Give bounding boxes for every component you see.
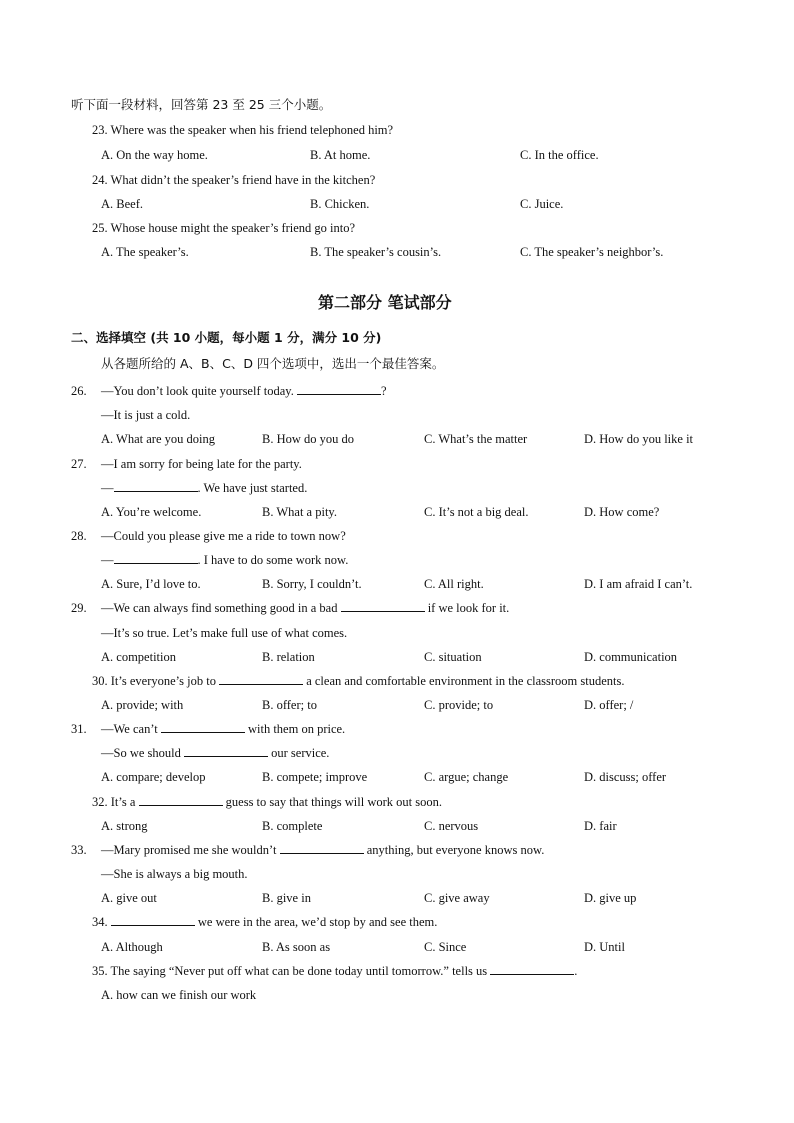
question-26-line2: —It is just a cold. xyxy=(101,408,191,422)
option-23b[interactable]: B. At home. xyxy=(310,148,371,162)
answer-blank[interactable] xyxy=(219,673,303,685)
question-27-line2: — . We have just started. xyxy=(101,481,308,495)
question-26-number: 26. xyxy=(71,384,87,398)
listening-intro: 听下面一段材料，回答第 23 至 25 三个小题。 xyxy=(71,97,332,112)
option-25a[interactable]: A. The speaker’s. xyxy=(101,245,189,259)
answer-blank[interactable] xyxy=(297,383,381,395)
option-30d[interactable]: D. offer; / xyxy=(584,698,634,712)
option-33c[interactable]: C. give away xyxy=(424,891,490,905)
answer-blank[interactable] xyxy=(490,963,574,975)
question-24: 24. What didn’t the speaker’s friend have in the kitchen? xyxy=(92,173,376,187)
option-28c[interactable]: C. All right. xyxy=(424,577,484,591)
question-33-line2: —She is always a big mouth. xyxy=(101,867,248,881)
option-28b[interactable]: B. Sorry, I couldn’t. xyxy=(262,577,362,591)
question-25: 25. Whose house might the speaker’s friend go into? xyxy=(92,221,356,235)
section-heading: 二、选择填空 (共 10 小题，每小题 1 分，满分 10 分) xyxy=(71,330,382,345)
option-27a[interactable]: A. You’re welcome. xyxy=(101,505,202,519)
option-26d[interactable]: D. How do you like it xyxy=(584,432,694,446)
option-34b[interactable]: B. As soon as xyxy=(262,940,331,954)
question-31-line2: —So we should our service. xyxy=(101,746,330,760)
option-30b[interactable]: B. offer; to xyxy=(262,698,317,712)
answer-blank[interactable] xyxy=(139,794,223,806)
option-26c[interactable]: C. What’s the matter xyxy=(424,432,528,446)
option-25b[interactable]: B. The speaker’s cousin’s. xyxy=(310,245,442,259)
question-31-line1: —We can’t with them on price. xyxy=(101,722,346,736)
question-28-number: 28. xyxy=(71,529,87,543)
option-29b[interactable]: B. relation xyxy=(262,650,315,664)
option-29a[interactable]: A. competition xyxy=(101,650,176,664)
option-24a[interactable]: A. Beef. xyxy=(101,197,143,211)
option-25c[interactable]: C. The speaker’s neighbor’s. xyxy=(520,245,664,259)
question-29-number: 29. xyxy=(71,601,87,615)
section-instruction: 从各题所给的 A、B、C、D 四个选项中，选出一个最佳答案。 xyxy=(101,356,445,371)
option-30a[interactable]: A. provide; with xyxy=(101,698,184,712)
option-29c[interactable]: C. situation xyxy=(424,650,482,664)
option-28a[interactable]: A. Sure, I’d love to. xyxy=(101,577,201,591)
option-26a[interactable]: A. What are you doing xyxy=(101,432,215,446)
answer-blank[interactable] xyxy=(111,914,195,926)
question-31-number: 31. xyxy=(71,722,87,736)
question-27-number: 27. xyxy=(71,457,87,471)
option-23a[interactable]: A. On the way home. xyxy=(101,148,208,162)
question-35: 35. The saying “Never put off what can be done today until tomorrow.” tells us . xyxy=(92,964,578,978)
question-34: 34. we were in the area, we’d stop by and see them. xyxy=(92,915,438,929)
option-34d[interactable]: D. Until xyxy=(584,940,625,954)
option-24b[interactable]: B. Chicken. xyxy=(310,197,370,211)
answer-blank[interactable] xyxy=(114,480,198,492)
answer-blank[interactable] xyxy=(341,600,425,612)
option-31d[interactable]: D. discuss; offer xyxy=(584,770,667,784)
answer-blank[interactable] xyxy=(161,721,245,733)
option-33a[interactable]: A. give out xyxy=(101,891,157,905)
part-two-title: 第二部分 笔试部分 xyxy=(318,293,452,312)
question-30: 30. It’s everyone’s job to a clean and comfortable environment in the classroom students. xyxy=(92,674,625,688)
question-23: 23. Where was the speaker when his friend telephoned him? xyxy=(92,123,394,137)
question-28-line2: — . I have to do some work now. xyxy=(101,553,349,567)
question-29-line2: —It’s so true. Let’s make full use of what comes. xyxy=(101,626,348,640)
option-27d[interactable]: D. How come? xyxy=(584,505,660,519)
option-34c[interactable]: C. Since xyxy=(424,940,467,954)
answer-blank[interactable] xyxy=(114,552,198,564)
question-28-line1: —Could you please give me a ride to town now? xyxy=(101,529,346,543)
option-34a[interactable]: A. Although xyxy=(101,940,163,954)
option-29d[interactable]: D. communication xyxy=(584,650,678,664)
question-29-line1: —We can always find something good in a bad if we look for it. xyxy=(101,601,510,615)
option-31b[interactable]: B. compete; improve xyxy=(262,770,368,784)
question-33-number: 33. xyxy=(71,843,87,857)
option-28d[interactable]: D. I am afraid I can’t. xyxy=(584,577,693,591)
option-35a[interactable]: A. how can we finish our work xyxy=(101,988,257,1002)
option-31a[interactable]: A. compare; develop xyxy=(101,770,206,784)
option-32b[interactable]: B. complete xyxy=(262,819,323,833)
option-32a[interactable]: A. strong xyxy=(101,819,148,833)
answer-blank[interactable] xyxy=(280,842,364,854)
option-33d[interactable]: D. give up xyxy=(584,891,637,905)
question-32: 32. It’s a guess to say that things will work out soon. xyxy=(92,795,442,809)
option-32d[interactable]: D. fair xyxy=(584,819,617,833)
option-30c[interactable]: C. provide; to xyxy=(424,698,494,712)
question-26-line1: —You don’t look quite yourself today. ? xyxy=(101,384,387,398)
option-31c[interactable]: C. argue; change xyxy=(424,770,509,784)
question-33-line1: —Mary promised me she wouldn’t anything, but everyone knows now. xyxy=(101,843,545,857)
option-27b[interactable]: B. What a pity. xyxy=(262,505,337,519)
option-26b[interactable]: B. How do you do xyxy=(262,432,355,446)
question-27-line1: —I am sorry for being late for the party. xyxy=(101,457,302,471)
option-32c[interactable]: C. nervous xyxy=(424,819,479,833)
option-24c[interactable]: C. Juice. xyxy=(520,197,564,211)
answer-blank[interactable] xyxy=(184,745,268,757)
option-33b[interactable]: B. give in xyxy=(262,891,311,905)
option-23c[interactable]: C. In the office. xyxy=(520,148,599,162)
option-27c[interactable]: C. It’s not a big deal. xyxy=(424,505,529,519)
